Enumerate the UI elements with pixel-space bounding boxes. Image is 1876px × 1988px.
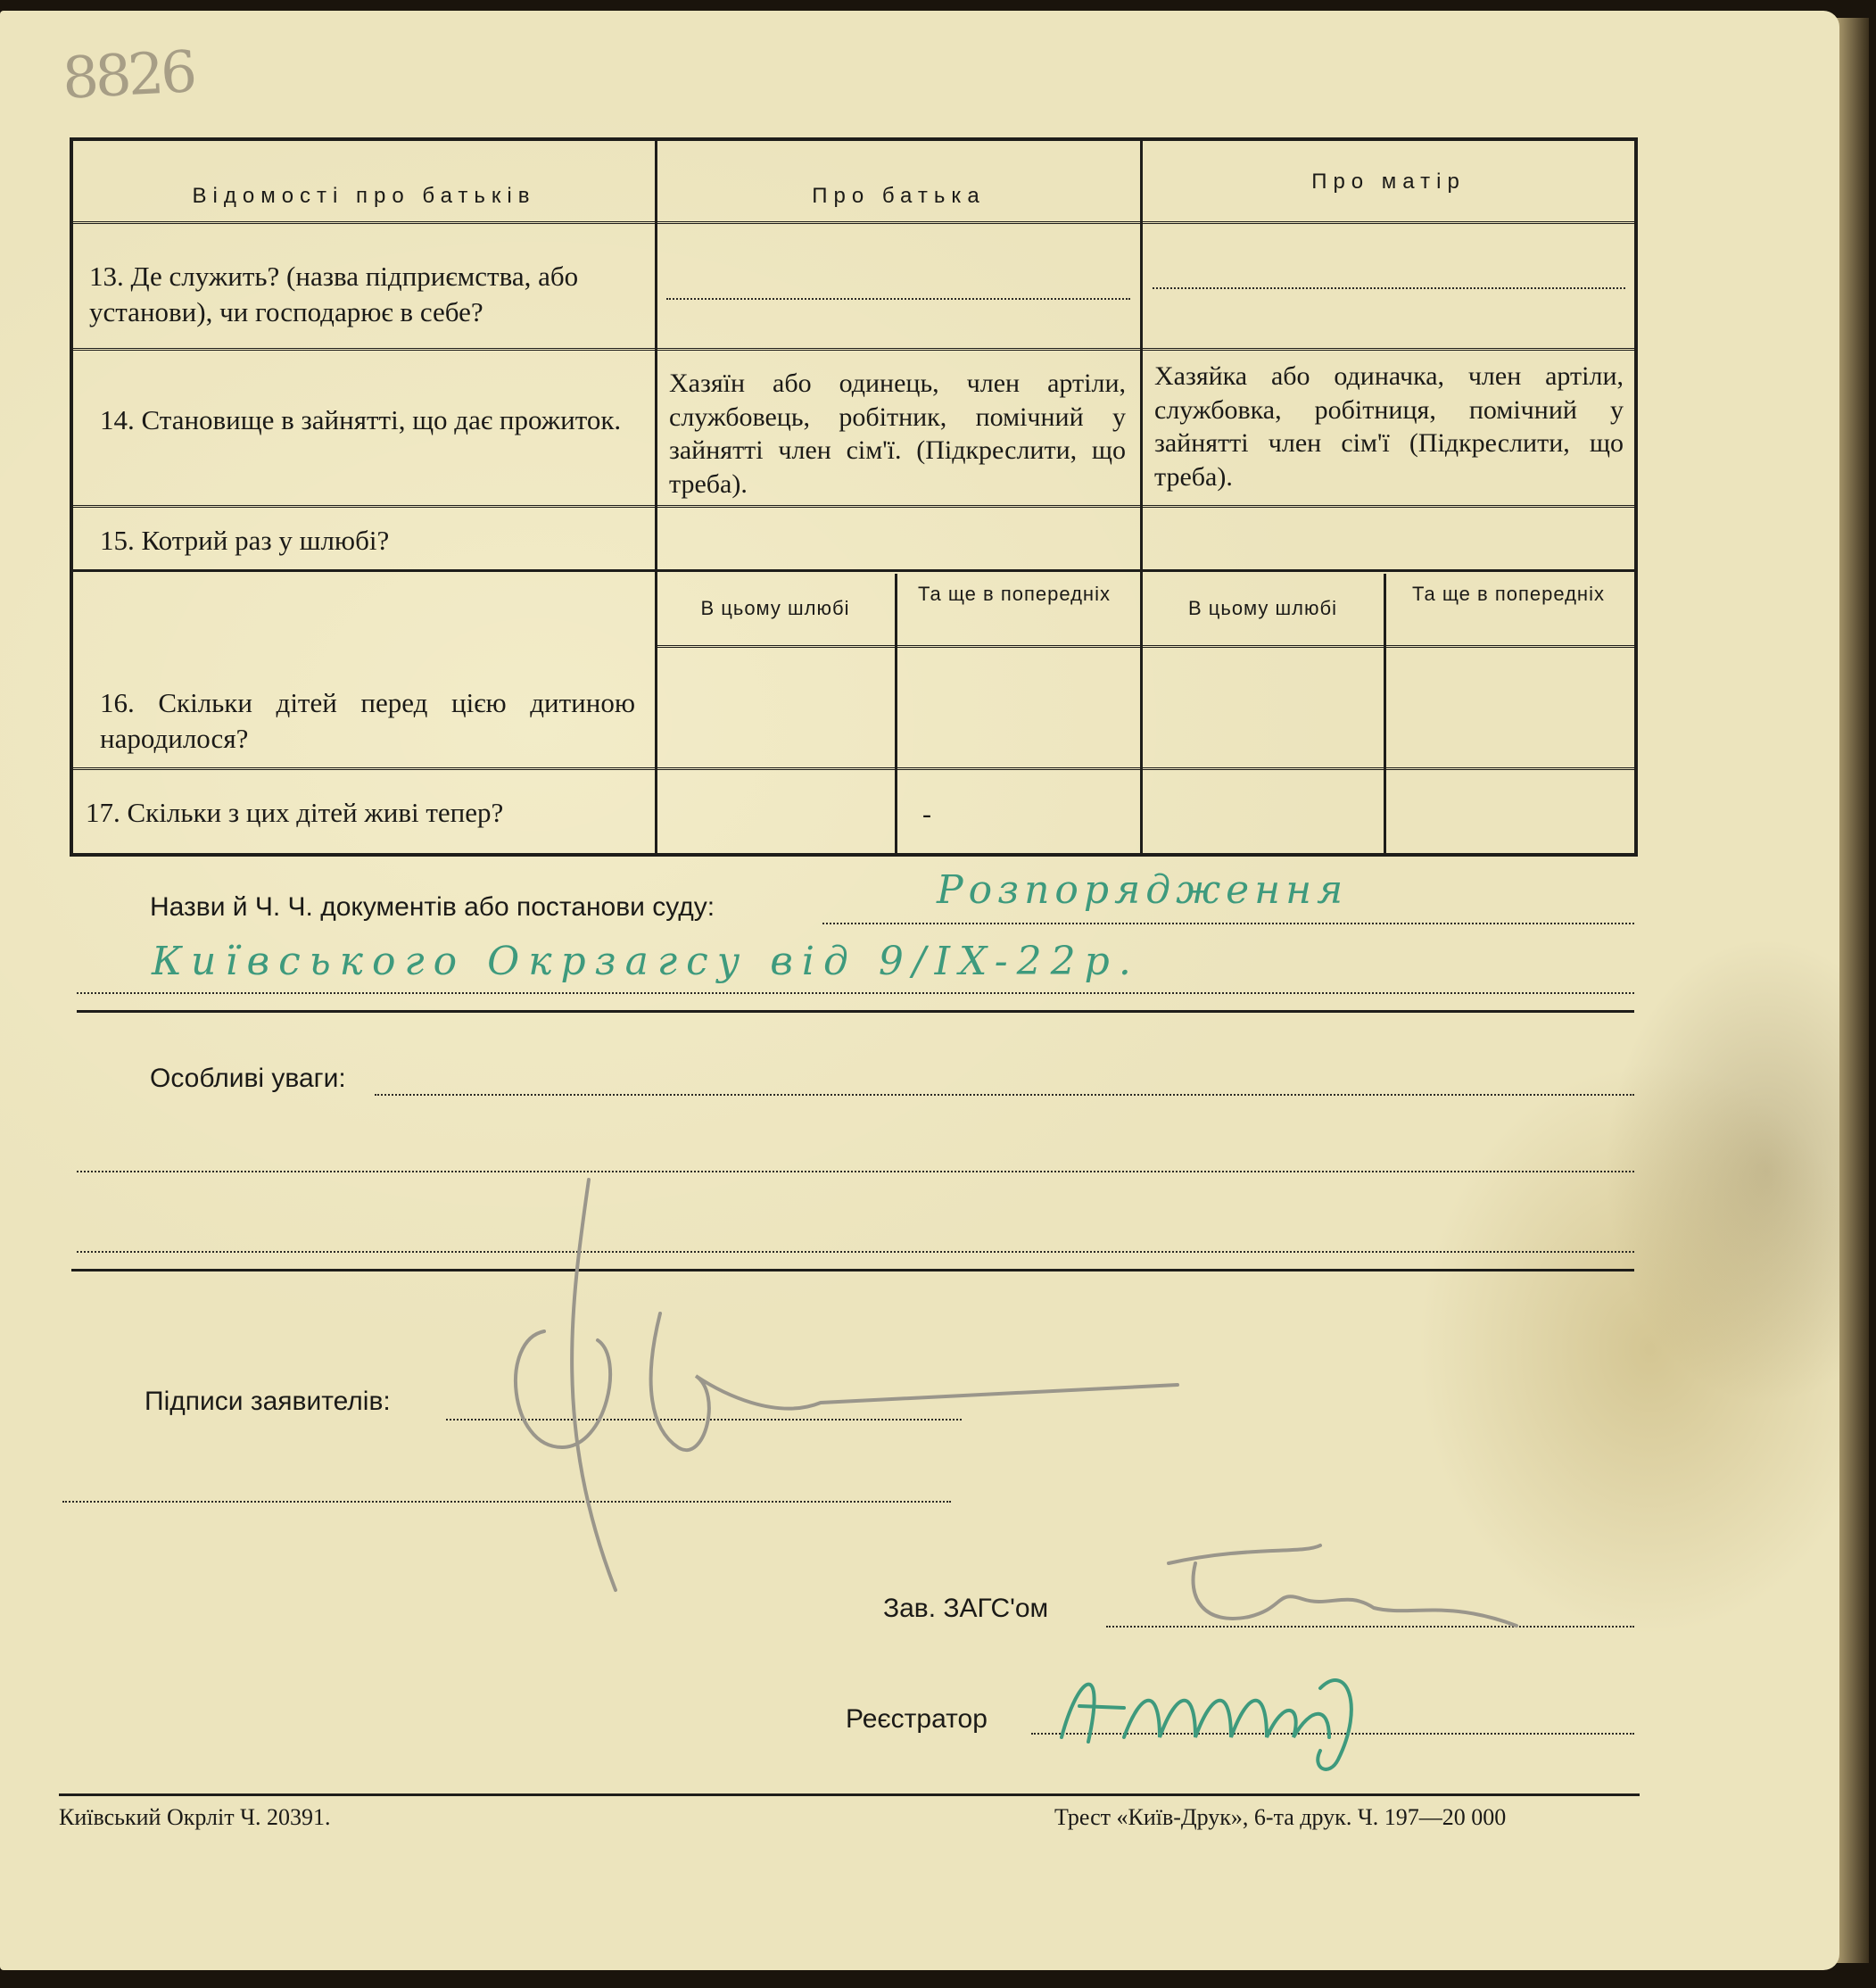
sub-header-this-marriage: В цьому шлюбі bbox=[700, 597, 850, 619]
sub-header-this-marriage: В цьому шлюбі bbox=[1187, 597, 1338, 619]
registrar-green-signature bbox=[1026, 1653, 1409, 1786]
row-14-father-options: Хазяїн або одинець, член артіли, службовець, робітник, помічний у зайнятті член сім'ї. (Підкреслити, що треба). bbox=[669, 369, 1126, 499]
documents-handwritten-line2: Київського Окрзагсу від 9/IX-22р. bbox=[152, 939, 1140, 984]
table-divider bbox=[655, 141, 657, 855]
sub-header-previous: Та ще в попередніх bbox=[918, 583, 1111, 605]
row-14-label: 14. Становище в зайнятті, що дає прожиток. bbox=[100, 404, 622, 435]
applicant-pencil-signature bbox=[482, 1162, 1195, 1626]
table-divider bbox=[73, 505, 1634, 509]
row-16-label: 16. Скільки дітей перед цією дитиною народилося? bbox=[100, 687, 635, 755]
table-divider bbox=[895, 574, 897, 855]
applicants-signature-label: Підписи заявителів: bbox=[145, 1387, 391, 1416]
table-divider bbox=[73, 569, 1634, 572]
separator-line bbox=[77, 1010, 1634, 1013]
zags-head-label: Зав. ЗАГС'ом bbox=[883, 1594, 1049, 1623]
row-14-mother-options: Хазяйка або одиначка, член артіли, службовка, робітниця, помічний у зайнятті член сім'ї (Підкреслити, що треба). bbox=[1154, 361, 1624, 492]
remarks-line bbox=[375, 1094, 1634, 1096]
footer-left-imprint: Київський Окрліт Ч. 20391. bbox=[59, 1804, 331, 1830]
registrar-label: Реєстратор bbox=[846, 1704, 988, 1734]
remarks-label: Особливі уваги: bbox=[150, 1064, 346, 1093]
archive-number: 8826 bbox=[61, 39, 195, 112]
table-divider bbox=[1384, 574, 1386, 855]
table-divider bbox=[73, 348, 1634, 352]
table-divider bbox=[655, 645, 1634, 650]
header-info: Відомості про батьків bbox=[192, 184, 536, 208]
header-father: Про батька bbox=[812, 184, 986, 208]
header-mother: Про матір bbox=[1311, 170, 1466, 194]
answer-line bbox=[1153, 287, 1625, 289]
parents-info-table bbox=[70, 137, 1638, 857]
footer-right-imprint: Трест «Київ-Друк», 6-та друк. Ч. 197—20 000 bbox=[1054, 1804, 1507, 1830]
documents-line bbox=[77, 992, 1634, 994]
footer-rule bbox=[59, 1793, 1640, 1796]
zags-head-pencil-signature bbox=[1142, 1528, 1534, 1653]
row-17-father-previous-value: - bbox=[922, 799, 931, 829]
table-divider bbox=[73, 767, 1634, 772]
documents-label: Назви й Ч. Ч. документів або постанови суду: bbox=[150, 892, 715, 922]
table-divider bbox=[73, 221, 1634, 226]
documents-line bbox=[822, 923, 1634, 924]
row-15-label: 15. Котрий раз у шлюбі? bbox=[100, 525, 390, 556]
answer-line bbox=[666, 298, 1130, 300]
sub-header-previous: Та ще в попередніх bbox=[1412, 583, 1605, 605]
document-page bbox=[0, 11, 1839, 1970]
row-17-label: 17. Скільки з цих дітей живі тепер? bbox=[86, 797, 504, 828]
table-divider bbox=[1140, 141, 1143, 855]
documents-handwritten-line1: Розпорядження bbox=[937, 867, 1349, 913]
row-13-label: 13. Де служить? (назва підприємства, або установи), чи господарює в себе? bbox=[89, 261, 579, 328]
